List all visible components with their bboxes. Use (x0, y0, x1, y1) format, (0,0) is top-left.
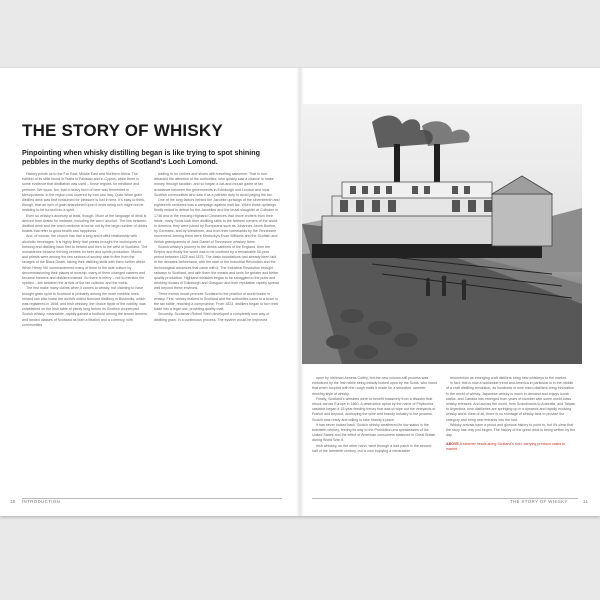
paragraph: Whisky arrivals have a proud and glorious history to point to, but it's clear that the story has only just begun. The history of the great drink is being written by the day. (446, 422, 576, 438)
body-column-4 (446, 376, 576, 438)
paragraph: upon by Irishman Aeneas Coffey, but the new column-still process was embraced by the Irish while being initially looked upon by the Scots, who found that when coupled with the rough malts it made for a smoother, sweeter drinking style of whisky. (312, 376, 438, 396)
running-head-right: THE STORY OF WHISKY (510, 499, 568, 504)
body-column-2 (154, 172, 280, 487)
page-number-right: 11 (583, 499, 589, 504)
caption-text: A steamer heads along Scotland's river, carrying precious casks to market. (446, 442, 566, 451)
paragraph: In fact, this is now a worldwide trend and America in particular is in the middle of a craft distilling revolution, as hundreds of new micro-distillers bring innovation to the world of whisky. Japanese whisky is much in demand and enjoys iconic status, and Canada has emerged from years of slumber with some world-class whisky releases. And across the world, from Scandinavia to Australia, and Taiwan to Argentina, new distilleries are springing up in a dynamic and rapidly evolving whisky world. Best of all, there is no shortage of whisky fans to provide the category and bring new entrants into the fold. (446, 381, 576, 422)
page-number-left: 10 (10, 499, 16, 504)
paragraph: Even so whisky's ancestry at least, though. Much of the language of drink is derived from Arabic for instance, including the word 'alcohol'. The link between distilled drink and the word medicine is borne out by the large number of drinks boasts that refer to good health and happiness. (22, 213, 148, 234)
paragraph: trading in for clothes and shoes with travelling salesmen. That in turn attracted the attention of the authorities, who quickly saw a chance to make money through taxation, and so began a cat-and-mouse game of tax avoidance between the governments in Edinburgh and London and local Scottish communities who saw it as a patriotic duty to avoid paying the tax. (154, 172, 274, 197)
article-title: THE STORY OF WHISKY (22, 121, 223, 140)
paragraph: One of the long factors behind the Jacobite uprisings of the seventeenth and eighteenth centuries was a campaign against malt tax. When those uprisings finally ended in defeat for the Jacobites and the brutal slaughter at Culloden in 1746 and in the ensuing Highland Clearances that drove crofters from their lands, many Scots took their distilling skills to the farthest corners of the world. In America, they were joined by Europeans such as Johannes Jacob Boehm, by Germans, and by Welshmen, and from their homelands by the Tennessee movement. Among them were Kentucky's Evan Williams and the Scottish and Welsh grandparents of Jack Daniel of Tennessee whiskey fame. (154, 198, 280, 244)
caption-label: ABOVE (446, 442, 459, 446)
photo-caption (446, 442, 576, 452)
paragraph: It has never looked back. Scotch whisky weathered its low status in the twentieth century, feeling its way to the Prohibition-era speakeasies of the United States and the effect of American consumers stationed in Great Britain during World War II. (312, 422, 436, 443)
article-standfirst: Pinpointing when whisky distilling began is like trying to spot shining pebbles in the murky depths of Scotland's Loch Lomond. (22, 148, 260, 166)
running-head-left: INTRODUCTION (22, 499, 61, 504)
paragraph: Three events would promote Scotland to the position of world leader in whisky. First, whisky makers in Scotland and the authorities came to a truce in the tax battle, reaching a compromise. From 1823, distillers began to turn their trade into a legal one, providing quality malt. (154, 291, 279, 312)
paragraph: Irish whiskey, on the other hand, went through a bad patch in the second half of the twentieth century, but is now enjoying a remarkable (312, 443, 432, 453)
body-column-3 (312, 376, 438, 496)
paragraph: Secondly, Scotsman Robert Stein developed a completely new way of distilling grain: in a continuous process. The system would be improved (154, 312, 270, 322)
paragraph: The first make many claims when it comes to whisky, but claiming to have brought grain spirit to Scotland is probably among the more credible ones. Ireland can also boast the world's oldest licensed distillery in Bushmills, which was registered in 1608, and Irish whiskey, the choice tipple of the nobility, was established on the Irish table of plenty long before its Scottish counterpart. Scotch whisky, meanwhile, rapidly gained a foothold among the tenant farmers and landed classes of Scotland as both a libation and a currency, with communities (22, 286, 147, 327)
paragraph: And, of course, the church has had a long and fruitful relationship with alcoholic beverages. It is highly likely that priests brought the techniques of brewing and distilling back first to Ireland and then to the west of Scotland. The monasteries became thriving centres for beer and spirits production. Monks and priests were among the few sectors of society able to flee from the ravages of the Black Death, taking their distilling skills with them further afield. When Henry VIII commandeered many of them to the side culture by decommissioning their places of worship, many of them changed careers and became brewers and distillers instead. So there is merry – not to mention the spirited – link between the arrival of the tax collector and the monk. (22, 234, 148, 286)
paragraph: Scotch whisky's journey to the drinks cabinets of the England, then the Empire and finally the world was to be confined by a remarkable 50-year period between 1825 and 1875. The basic foundations had already been laid. In the decades beforehand, with the start of the Industrial Revolution and the technological advances that came with it. The Industrial Revolution brought railways to Scotland, and with them the means and tools for greater and better quality production. Highland whiskies began to be smuggled to the pubs and drinking houses of Edinburgh and Glasgow, and their reputation rapidly spread well beyond these environs. (154, 244, 279, 291)
steamboat-photo (302, 104, 582, 364)
footer-rule-left (22, 498, 282, 507)
book-spread (0, 68, 600, 516)
paragraph: History points us to the Far East, Middle East and Northern Africa. The earliest of its stills found in Taxila in Pakistan and in Cyprus, while there is some evidence that distillation was used – those regions for medicine and perfume. We know, too, that a heavy form of beer was fermented in Mesopotamia, in the region now covered by Iran and Iraq. Quite when grain distilled drink was first consumed for pleasure is lost in time. It's easy to think, though, that an inch of grain abandoned upon it ends being rich might not be resisting to be turned into a spirit. (22, 172, 145, 213)
paragraph: resurrection as emerging craft distillers bring new whiskeys to the market. (450, 376, 567, 380)
body-column-1 (22, 172, 148, 487)
paragraph: Finally, Scotland's whiskies were to benefit massively from a disaster that struck across Europe in 1860. A destructive aphid by the name of Phylloxera vastatrix began a 15-year feeding frenzy that was to wipe out the vineyards of France and beyond, destroying the wine and brandy industry in the process. Scotch was ready and willing to take brandy's place. (312, 396, 436, 422)
